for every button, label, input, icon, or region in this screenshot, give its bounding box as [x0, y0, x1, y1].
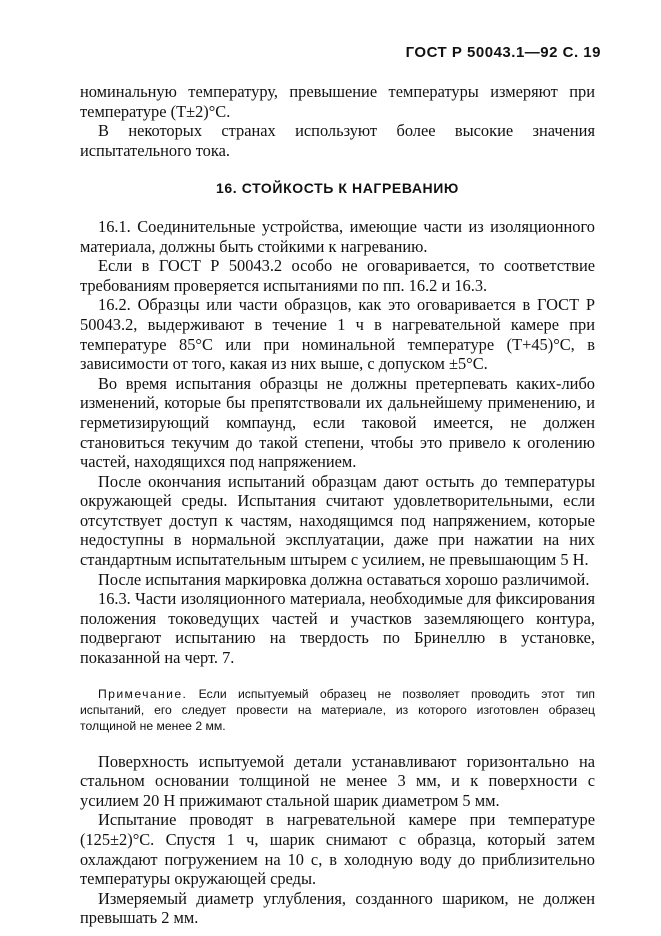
- paragraph-16-3-chamber: Испытание проводят в нагревательной камере при температуре (125±2)°С. Спустя 1 ч, шарик снимают с образца, который затем охлаждают погружением на 10 с, в холодную воду до приблизительно температуры окружающей среды.: [80, 810, 595, 889]
- paragraph-test-current: В некоторых странах используют более высокие значения испытательного тока.: [80, 121, 595, 160]
- paragraph-16-3-diameter: Измеряемый диаметр углубления, созданного шариком, не должен превышать 2 мм.: [80, 888, 595, 928]
- note: [80, 686, 595, 734]
- section-heading: 16. СТОЙКОСТЬ К НАГРЕВАНИЮ: [216, 180, 459, 197]
- paragraph-16-1: 16.1. Соединительные устройства, имеющие части из изоляционного материала, должны быть стойкими к нагреванию.: [80, 216, 595, 256]
- paragraph-16-2: 16.2. Образцы или части образцов, как это оговаривается в ГОСТ Р 50043.2, выдерживают в течение 1 ч в нагревательной камере при температуре 85°С или при номинальной температуре (Т+45)°С, в зависимости от того, какая из них выше, с допуском ±5°С.: [80, 295, 595, 374]
- paragraph-16-3-surface: Поверхность испытуемой детали устанавливают горизонтально на стальном основании толщиной не менее 3 мм, и к поверхности с усилием 20 Н прижимают стальной шарик диаметром 5 мм.: [80, 751, 595, 810]
- paragraph-16-2-marking: После испытания маркировка должна оставаться хорошо различимой.: [98, 569, 590, 589]
- note-text: Если испытуемый образец не позволяет проводить этот тип испытаний, его следует провести на материале, из которого изготовлен образец толщиной не менее 2 мм.: [80, 686, 595, 733]
- page-header: ГОСТ Р 50043.1—92 С. 19: [405, 44, 601, 61]
- paragraph-16-2-changes: Во время испытания образцы не должны претерпевать каких-либо изменений, которые бы препятствовали их дальнейшему применению, и герметизирующий компаунд, если таковой имеется, не должен становиться текучим до такой степени, чтобы это привело к оголению частей, находящихся под напряжением.: [80, 373, 595, 472]
- note-label: Примечание.: [98, 686, 188, 701]
- paragraph-16-1-compliance: Если в ГОСТ Р 50043.2 особо не оговаривается, то соответствие требованиям проверяется испытаниями по пп. 16.2 и 16.3.: [80, 256, 595, 295]
- document-body: [80, 82, 595, 928]
- paragraph-16-3: 16.3. Части изоляционного материала, необходимые для фиксирования положения токоведущих частей и участков заземляющего контура, подвергают испытанию на твердость по Бринеллю в установке, показанной на черт. 7.: [80, 589, 595, 668]
- paragraph-temperature-cont: номинальную температуру, превышение температуры измеряют при температуре (Т±2)°С.: [80, 82, 595, 121]
- paragraph-16-2-cooling: После окончания испытаний образцам дают остыть до температуры окружающей среды. Испытания считают удовлетворительными, если отсутствует доступ к частям, находящимся под напряжением, которые недоступны в нормальной эксплуатации, даже при нажатии на них стандартным испытательным штырем с усилием, не превышающим 5 Н.: [80, 471, 595, 570]
